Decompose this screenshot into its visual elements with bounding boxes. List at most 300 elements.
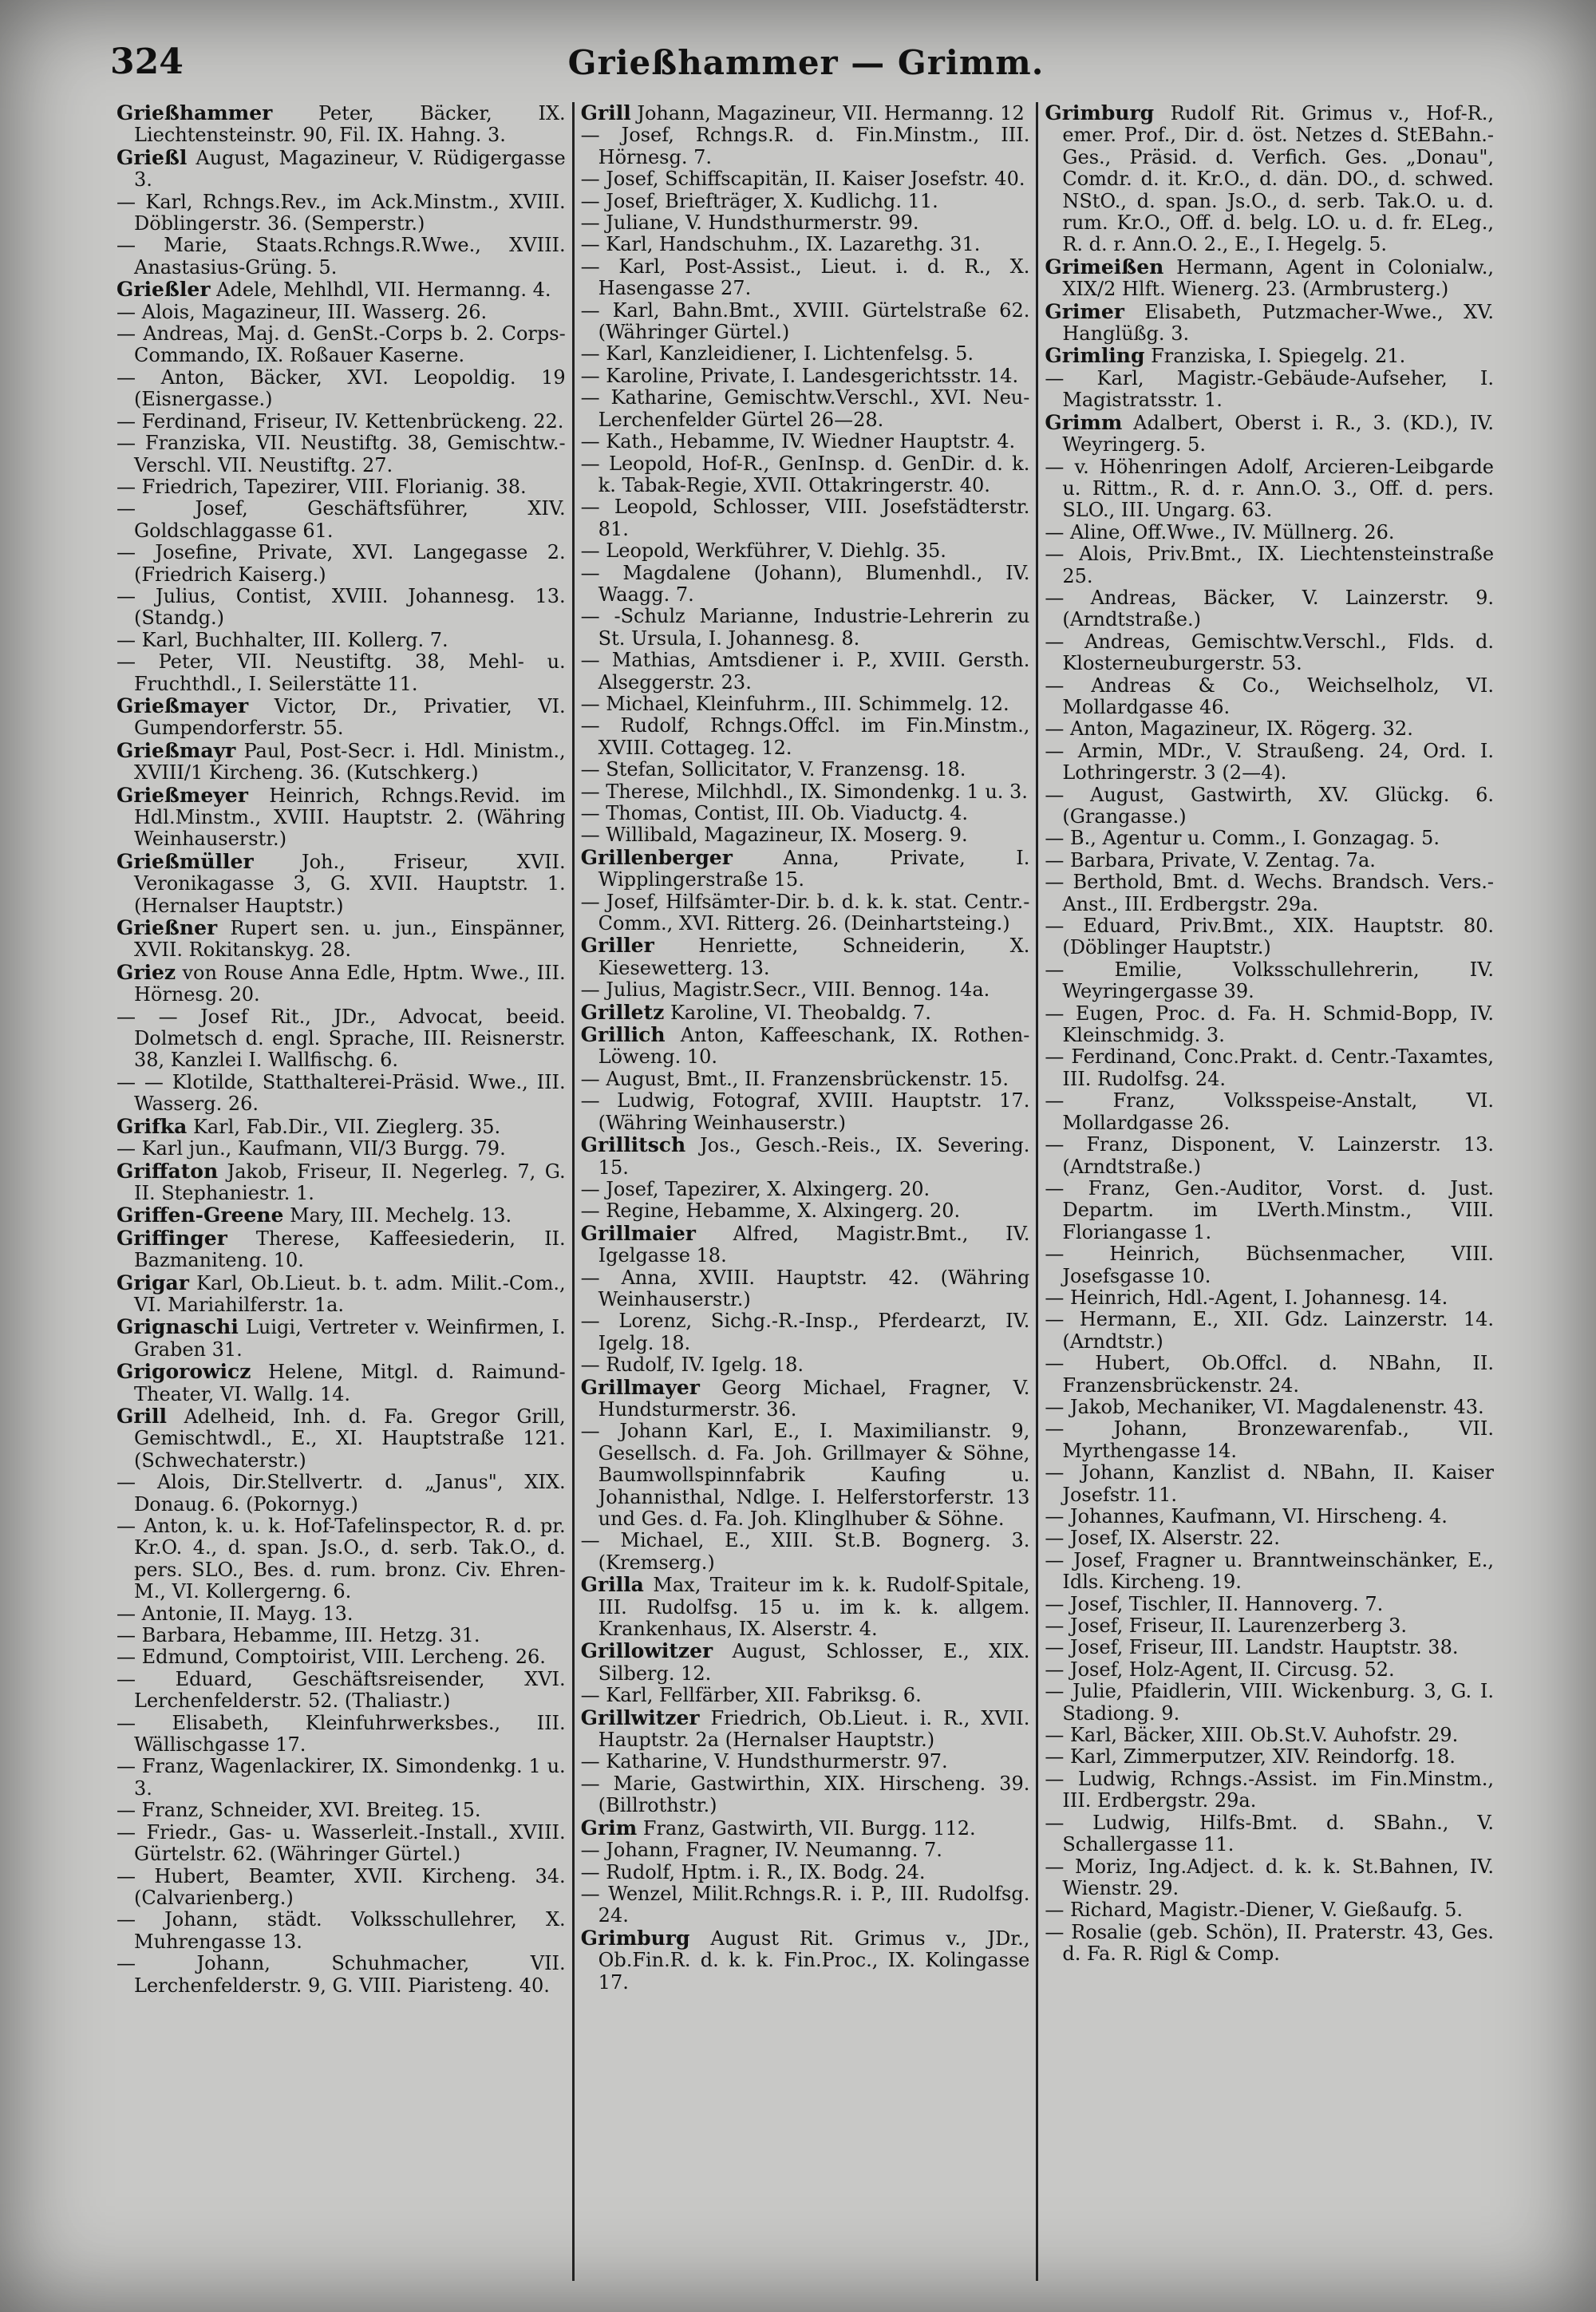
entry-surname: Grimm xyxy=(1045,410,1123,434)
entry-text: — Leopold, Schlosser, VIII. Josefstädterstr. 81. xyxy=(580,496,1030,540)
entry-text: Therese, Kaffeesiederin, II. Bazmaniteng. 10. xyxy=(134,1227,566,1272)
directory-entry xyxy=(1045,587,1494,631)
entry-text: — Friedrich, Tapezirer, VIII. Florianig. 38. xyxy=(117,475,527,498)
entry-text: Joh., Friseur, XVII. Veronikagasse 3, G. XVII. Hauptstr. 1. (Hernalser Hauptstr.) xyxy=(134,850,566,917)
directory-entry xyxy=(581,1090,1030,1134)
entry-text: — Barbara, Hebamme, III. Hetzg. 31. xyxy=(117,1624,480,1647)
entry-text: — Karl, Fellfärber, XII. Fabriksg. 6. xyxy=(580,1684,922,1707)
directory-entry xyxy=(117,651,566,695)
entry-text: — Kath., Hebamme, IV. Wiedner Hauptstr. 4. xyxy=(580,430,1016,453)
entry-text: — Eduard, Geschäftsreisender, XVI. Lerchenfelderstr. 52. (Thaliastr.) xyxy=(117,1667,566,1713)
entry-surname: Grießmayer xyxy=(117,694,249,717)
entry-text: August Rit. Grimus v., JDr., Ob.Fin.R. d. k. k. Fin.Proc., IX. Kolingasse 17. xyxy=(598,1927,1030,1994)
entry-surname: Grimer xyxy=(1045,299,1124,323)
directory-entry xyxy=(117,917,566,962)
entry-surname: Griller xyxy=(580,934,654,958)
directory-entry xyxy=(581,694,1030,715)
entry-text: Franziska, I. Spiegelg. 21. xyxy=(1151,345,1406,368)
entry-text: — Peter, VII. Neustiftg. 38, Mehl- u. Fruchthdl., I. Seilerstätte 11. xyxy=(117,650,566,695)
entry-text: — Franziska, VII. Neustiftg. 38, Gemischtw.-Verschl. VII. Neustiftg. 27. xyxy=(117,432,566,476)
entry-text: — Johann, Kanzlist d. NBahn, II. Kaiser Josefstr. 11. xyxy=(1045,1461,1495,1506)
directory-entry xyxy=(581,979,1030,1001)
entry-surname: Grilla xyxy=(580,1573,644,1597)
entry-text: — Rosalie (geb. Schön), II. Praterstr. 43, Ges. d. Fa. R. Rigl & Comp. xyxy=(1045,1920,1495,1966)
directory-entry xyxy=(581,1179,1030,1200)
directory-entry xyxy=(1045,412,1494,456)
directory-entry xyxy=(581,1377,1030,1421)
directory-entry xyxy=(581,606,1030,650)
entry-text: — Andreas, Maj. d. GenSt.-Corps b. 2. Corps-Commando, IX. Roßauer Kaserne. xyxy=(117,322,566,367)
directory-entry xyxy=(581,366,1030,387)
directory-entry xyxy=(1045,1353,1494,1397)
directory-entry xyxy=(581,803,1030,824)
directory-entry xyxy=(1045,631,1494,675)
directory-entry xyxy=(1045,102,1494,256)
directory-entry xyxy=(581,1223,1030,1267)
entry-text: Elisabeth, Putzmacher-Wwe., XV. Hanglüßg. 3. xyxy=(1062,300,1495,346)
entry-text: Rudolf Rit. Grimus v., Hof-R., emer. Prof., Dir. d. öst. Netzes d. StEBahn.-Ges., Präsid. d. Verfich. Ges. „Donau", Comdr. d. it. Kr.O., d. dän. DO., d. schwed. NStO., d. span. Js.O., d. serb. Tak.O. u. d. rum. Kr.O., Off. d. belg. LO. u. d. fr. ELeg., R. d. r. Ann.O. 2., E., I. Hegelg. 5. xyxy=(1062,102,1495,256)
directory-entry xyxy=(117,1909,566,1953)
directory-entry xyxy=(117,1625,566,1646)
entry-text: — Katharine, V. Hundsthurmerstr. 97. xyxy=(580,1750,948,1773)
directory-entry xyxy=(581,1640,1030,1685)
directory-entry xyxy=(117,1072,566,1116)
entry-text: Adele, Mehlhdl, VII. Hermanng. 4. xyxy=(216,279,551,302)
entry-text: — Hubert, Beamter, XVII. Kircheng. 34. (Calvarienberg.) xyxy=(117,1864,566,1909)
directory-entry xyxy=(1045,301,1494,346)
directory-entry xyxy=(1045,1178,1494,1243)
entry-text: — Josef, Hilfsämter-Dir. b. d. k. k. stat. Centr.-Comm., XVI. Ritterg. 26. (Deinhartsteing.) xyxy=(580,890,1030,935)
directory-entry xyxy=(117,1822,566,1866)
entry-text: — Johann Karl, E., I. Maximilianstr. 9, Gesellsch. d. Fa. Joh. Grillmayer & Söhne, Baumwollspinnfabrik Kaufing u. Johannisthal, Ndlge. I. Helferstorferstr. 13 und Ges. d. Fa. Joh. Klinglhuber & Söhne. xyxy=(580,1420,1030,1530)
columns-container xyxy=(110,102,1500,2281)
entry-text: — Elisabeth, Kleinfuhrwerksbes., III. Wällischgasse 17. xyxy=(117,1711,566,1757)
directory-entry xyxy=(581,563,1030,607)
entry-text: — Heinrich, Büchsenmacher, VIII. Josefsgasse 10. xyxy=(1045,1243,1495,1287)
directory-entry xyxy=(1045,1659,1494,1681)
directory-entry xyxy=(1045,345,1494,367)
entry-text: — Therese, Milchhdl., IX. Simondenkg. 1 u. 3. xyxy=(580,780,1028,803)
entry-surname: Grimburg xyxy=(1045,102,1155,124)
entry-text: — Andreas, Gemischtw.Verschl., Flds. d. Klosterneuburgerstr. 53. xyxy=(1045,630,1495,675)
directory-entry xyxy=(1045,915,1494,959)
directory-entry xyxy=(581,759,1030,781)
directory-entry xyxy=(1045,1003,1494,1047)
directory-entry xyxy=(117,1316,566,1361)
entry-text: — Josef, Geschäftsführer, XIV. Goldschlaggasse 61. xyxy=(117,497,566,542)
entry-surname: Grifka xyxy=(117,1114,188,1138)
entry-text: — August, Bmt., II. Franzensbrückenstr. 15. xyxy=(580,1067,1009,1090)
entry-surname: Grilletz xyxy=(580,1000,665,1024)
directory-entry xyxy=(1045,1746,1494,1768)
entry-text: August, Schlosser, E., XIX. Silberg. 12. xyxy=(598,1640,1030,1685)
page-number: 324 xyxy=(110,41,184,82)
entry-text: — Heinrich, Hdl.-Agent, I. Johannesg. 14. xyxy=(1045,1286,1448,1309)
entry-text: — Stefan, Sollicitator, V. Franzensg. 18. xyxy=(580,758,966,781)
directory-entry xyxy=(117,302,566,323)
entry-text: — Leopold, Werkführer, V. Diehlg. 35. xyxy=(580,539,946,563)
entry-surname: Griffaton xyxy=(117,1159,219,1183)
entry-text: — Karl, Post-Assist., Lieut. i. d. R., X. Hasengasse 27. xyxy=(580,255,1030,300)
column-2 xyxy=(572,102,1037,2281)
entry-text: — — Klotilde, Statthalterei-Präsid. Wwe., III. Wasserg. 26. xyxy=(117,1070,566,1116)
entry-text: — Juliane, V. Hundsthurmerstr. 99. xyxy=(580,211,919,235)
directory-entry xyxy=(1045,456,1494,522)
entry-text: — B., Agentur u. Comm., I. Gonzagag. 5. xyxy=(1045,827,1440,850)
entry-text: — Ludwig, Hilfs-Bmt. d. SBahn., V. Schallergasse 11. xyxy=(1045,1811,1495,1856)
entry-text: — Thomas, Contist, III. Ob. Viaductg. 4. xyxy=(580,802,968,824)
directory-entry xyxy=(117,1405,566,1472)
entry-surname: Grillmaier xyxy=(580,1221,696,1245)
directory-entry xyxy=(581,102,1030,124)
directory-entry xyxy=(117,147,566,192)
directory-entry xyxy=(1045,828,1494,849)
entry-text: Karl, Fab.Dir., VII. Zieglerg. 35. xyxy=(192,1115,501,1138)
entry-text: Franz, Gastwirth, VII. Burgg. 112. xyxy=(642,1816,976,1840)
entry-text: — Julie, Pfaidlerin, VIII. Wickenburg. 3, G. I. Stadiong. 9. xyxy=(1045,1680,1495,1725)
entry-text: Helene, Mitgl. d. Raimund-Theater, VI. Wallg. 14. xyxy=(134,1361,566,1405)
entry-text: Anton, Kaffeeschank, IX. Rothen-Löweng. 10. xyxy=(598,1024,1030,1069)
entry-text: — -Schulz Marianne, Industrie-Lehrerin zu St. Ursula, I. Johannesg. 8. xyxy=(580,605,1030,650)
directory-entry xyxy=(581,1002,1030,1024)
entry-text: — Karl, Magistr.-Gebäude-Aufseher, I. Magistratsstr. 1. xyxy=(1045,366,1495,412)
entry-text: Jakob, Friseur, II. Negerleg. 7, G. II. Stephaniestr. 1. xyxy=(134,1160,566,1204)
entry-text: Johann, Magazineur, VII. Hermanng. 12 xyxy=(637,102,1025,124)
directory-entry xyxy=(581,1310,1030,1354)
entry-text: Adalbert, Oberst i. R., 3. (KD.), IV. Weyringerg. 5. xyxy=(1062,411,1494,456)
directory-entry xyxy=(581,343,1030,365)
directory-entry xyxy=(581,1267,1030,1311)
directory-entry xyxy=(117,1006,566,1072)
entry-text: — Ludwig, Rchngs.-Assist. im Fin.Minstm., III. Erdbergstr. 29a. xyxy=(1045,1767,1495,1812)
directory-entry xyxy=(581,847,1030,891)
column-3 xyxy=(1036,102,1500,2281)
directory-entry xyxy=(1045,784,1494,828)
entry-surname: Grießl xyxy=(117,145,188,169)
entry-text: — Johann, Bronzewarenfab., VII. Myrthengasse 14. xyxy=(1045,1417,1495,1462)
entry-text: — Franz, Schneider, XVI. Breiteg. 15. xyxy=(117,1799,481,1822)
entry-text: — Karl, Kanzleidiener, I. Lichtenfelsg. 5. xyxy=(580,342,974,366)
entry-text: Henriette, Schneiderin, X. Kiesewetterg. 13. xyxy=(598,935,1030,979)
directory-entry xyxy=(581,496,1030,540)
entry-text: Paul, Post-Secr. i. Hdl. Ministm., XVIII/1 Kircheng. 36. (Kutschkerg.) xyxy=(134,739,566,784)
directory-entry xyxy=(117,102,566,147)
entry-surname: Grimburg xyxy=(580,1926,690,1950)
entry-text: — Josef, Fragner u. Branntweinschänker, E., Idls. Kircheng. 19. xyxy=(1045,1548,1495,1594)
directory-entry xyxy=(581,1927,1030,1994)
directory-entry xyxy=(117,1713,566,1757)
directory-entry xyxy=(581,453,1030,497)
entry-text: — Anton, Magazineur, IX. Rögerg. 32. xyxy=(1045,717,1413,741)
directory-entry xyxy=(581,1751,1030,1773)
entry-surname: Grießmayr xyxy=(117,738,236,762)
entry-text: — Josef, Briefträger, X. Kudlichg. 11. xyxy=(580,189,938,212)
entry-text: — Alois, Magazineur, III. Wasserg. 26. xyxy=(117,300,488,323)
directory-entry xyxy=(117,279,566,301)
entry-text: — Johann, Schuhmacher, VII. Lerchenfelderstr. 9, G. VIII. Piaristeng. 40. xyxy=(117,1952,566,1997)
directory-entry xyxy=(581,431,1030,453)
directory-entry xyxy=(117,586,566,630)
entry-text: — Anton, Bäcker, XVI. Leopoldig. 19 (Eisnergasse.) xyxy=(117,366,566,411)
entry-text: — Ferdinand, Friseur, IV. Kettenbrückeng. 22. xyxy=(117,409,564,433)
directory-entry xyxy=(1045,1134,1494,1178)
entry-text: — Wenzel, Milit.Rchngs.R. i. P., III. Rudolfsg. 24. xyxy=(580,1882,1030,1927)
directory-entry xyxy=(1045,1528,1494,1549)
entry-text: Alfred, Magistr.Bmt., IV. Igelgasse 18. xyxy=(598,1222,1030,1267)
entry-text: — Hubert, Ob.Offcl. d. NBahn, II. Franzensbrückenstr. 24. xyxy=(1045,1352,1495,1397)
directory-entry xyxy=(1045,675,1494,719)
directory-entry xyxy=(1045,1725,1494,1746)
entry-text: — Michael, Kleinfuhrm., III. Schimmelg. 12. xyxy=(580,692,1009,715)
directory-entry xyxy=(581,124,1030,168)
directory-entry xyxy=(1045,959,1494,1003)
directory-entry xyxy=(117,498,566,542)
entry-text: — Lorenz, Sichg.-R.-Insp., Pferdearzt, IV. Igelg. 18. xyxy=(580,1310,1030,1354)
directory-entry xyxy=(1045,256,1494,301)
entry-text: — Franz, Wagenlackirer, IX. Simondenkg. 1 u. 3. xyxy=(117,1755,566,1800)
directory-entry xyxy=(1045,1899,1494,1921)
entry-text: — Johann, Fragner, IV. Neumanng. 7. xyxy=(580,1839,942,1862)
directory-entry xyxy=(117,695,566,740)
entry-surname: Grillitsch xyxy=(580,1133,686,1157)
directory-entry xyxy=(117,323,566,367)
entry-text: — Karl, Handschuhm., IX. Lazarethg. 31. xyxy=(580,233,981,256)
directory-entry xyxy=(1045,741,1494,784)
directory-entry xyxy=(581,168,1030,190)
entry-text: — Barbara, Private, V. Zentag. 7a. xyxy=(1045,848,1376,871)
entry-text: Heinrich, Rchngs.Revid. im Hdl.Minstm., XVIII. Hauptstr. 2. (Währing Weinhauserstr.) xyxy=(134,784,566,851)
entry-surname: Grigorowicz xyxy=(117,1360,251,1384)
entry-text: — Franz, Disponent, V. Lainzerstr. 13. (Arndtstraße.) xyxy=(1045,1133,1495,1178)
directory-entry xyxy=(1045,1681,1494,1725)
running-head xyxy=(104,41,1508,97)
entry-text: Friedrich, Ob.Lieut. i. R., XVII. Hauptstr. 2a (Hernalser Hauptstr.) xyxy=(598,1706,1030,1752)
directory-entry xyxy=(581,1883,1030,1927)
entry-surname: Grießler xyxy=(117,278,211,302)
directory-entry xyxy=(581,1421,1030,1530)
entry-text: — Ferdinand, Conc.Prakt. d. Centr.-Taxamtes, III. Rudolfsg. 24. xyxy=(1045,1045,1495,1090)
entry-text: — Magdalene (Johann), Blumenhdl., IV. Waagg. 7. xyxy=(580,561,1030,606)
directory-entry xyxy=(581,824,1030,846)
directory-entry xyxy=(581,1707,1030,1752)
entry-text: — Josef, Rchngs.R. d. Fin.Minstm., III. Hörnesg. 7. xyxy=(580,124,1030,168)
directory-entry xyxy=(581,1773,1030,1817)
entry-text: Mary, III. Mechelg. 13. xyxy=(290,1204,512,1227)
entry-text: — Julius, Magistr.Secr., VIII. Bennog. 14a. xyxy=(580,978,990,1002)
directory-entry xyxy=(1045,543,1494,587)
column-1 xyxy=(110,102,572,2281)
directory-entry xyxy=(581,891,1030,935)
entry-surname: Griffinger xyxy=(117,1226,227,1250)
directory-entry xyxy=(1045,1309,1494,1353)
directory-entry xyxy=(117,740,566,784)
entry-text: — Anton, k. u. k. Hof-Tafelinspector, R. d. pr. Kr.O. 4., d. span. Js.O., d. serb. Tak.O., d. pers. SLO., Bes. d. rum. bronz. Civ. Ehren-M., VI. Kollergerng. 6. xyxy=(117,1515,566,1603)
entry-text: Adelheid, Inh. d. Fa. Gregor Grill, Gemischtwdl., E., XI. Hauptstraße 121. (Schwechaterstr.) xyxy=(134,1405,566,1472)
entry-text: — Edmund, Comptoirist, VIII. Lercheng. 26. xyxy=(117,1646,546,1669)
entry-text: — Katharine, Gemischtw.Verschl., XVI. Neu-Lerchenfelder Gürtel 26—28. xyxy=(580,386,1030,431)
entry-surname: Grießmüller xyxy=(117,849,254,873)
entry-text: — Eugen, Proc. d. Fa. H. Schmid-Bopp, IV. Kleinschmidg. 3. xyxy=(1045,1002,1495,1047)
entry-text: — August, Gastwirth, XV. Glückg. 6. (Grangasse.) xyxy=(1045,783,1495,828)
entry-text: — Regine, Hebamme, X. Alxingerg. 20. xyxy=(580,1199,961,1223)
entry-text: — Willibald, Magazineur, IX. Moserg. 9. xyxy=(580,824,968,847)
directory-entry xyxy=(117,542,566,586)
directory-entry xyxy=(581,715,1030,759)
entry-text: — Josef, Schiffscapitän, II. Kaiser Josefstr. 40. xyxy=(580,168,1025,191)
directory-entry xyxy=(1045,1090,1494,1134)
entry-text: — Karl, Zimmerputzer, XIV. Reindorfg. 18. xyxy=(1045,1745,1456,1769)
directory-entry xyxy=(581,650,1030,694)
entry-text: — Karl, Buchhalter, III. Kollerg. 7. xyxy=(117,628,448,651)
entry-text: Georg Michael, Fragner, V. Hundsturmerstr. 36. xyxy=(598,1376,1030,1421)
entry-text: — Michael, E., XIII. St.B. Bognerg. 3. (Kremserg.) xyxy=(580,1529,1030,1574)
entry-text: — Josef, Holz-Agent, II. Circusg. 52. xyxy=(1045,1658,1395,1681)
entry-text: Karoline, VI. Theobaldg. 7. xyxy=(670,1001,931,1024)
entry-surname: Grill xyxy=(117,1404,168,1428)
directory-entry xyxy=(117,1204,566,1227)
directory-entry xyxy=(581,1840,1030,1861)
directory-entry xyxy=(1045,1243,1494,1287)
entry-text: Victor, Dr., Privatier, VI. Gumpendorferstr. 55. xyxy=(134,694,566,740)
directory-entry xyxy=(1045,1615,1494,1637)
directory-entry xyxy=(581,1817,1030,1840)
entry-text: — Berthold, Bmt. d. Wechs. Brandsch. Vers.-Anst., III. Erdbergstr. 29a. xyxy=(1045,871,1495,915)
entry-surname: Grignaschi xyxy=(117,1315,239,1339)
directory-entry xyxy=(1045,1397,1494,1418)
directory-entry xyxy=(117,1516,566,1603)
directory-entry xyxy=(581,234,1030,255)
directory-entry xyxy=(581,1530,1030,1574)
directory-entry xyxy=(581,1862,1030,1883)
directory-entry xyxy=(1045,522,1494,543)
entry-surname: Griez xyxy=(117,960,176,984)
entry-surname: Grießmeyer xyxy=(117,783,248,807)
directory-entry xyxy=(581,300,1030,344)
directory-entry xyxy=(117,630,566,651)
directory-entry xyxy=(581,1685,1030,1706)
entry-text: — Johannes, Kaufmann, VI. Hirscheng. 4. xyxy=(1045,1505,1448,1528)
directory-entry xyxy=(1045,1769,1494,1812)
entry-text: — Ludwig, Fotograf, XVIII. Hauptstr. 17. (Währing Weinhauserstr.) xyxy=(580,1089,1030,1134)
entry-surname: Grillmayer xyxy=(580,1375,700,1399)
entry-surname: Grill xyxy=(580,102,631,124)
entry-text: — Andreas, Bäcker, V. Lainzerstr. 9. (Arndtstraße.) xyxy=(1045,586,1495,631)
entry-text: — v. Höhenringen Adolf, Arcieren-Leibgarde u. Rittm., R. d. r. Ann.O. 3., Off. d. pers. SLO., III. Ungarg. 63. xyxy=(1045,455,1495,522)
directory-entry xyxy=(581,1024,1030,1069)
entry-text: — Rudolf, Hptm. i. R., IX. Bodg. 24. xyxy=(580,1860,926,1883)
entry-surname: Griffen-Greene xyxy=(117,1203,284,1227)
directory-entry xyxy=(117,1138,566,1160)
entry-text: Karl, Ob.Lieut. b. t. adm. Milit.-Com., VI. Mariahilferstr. 1a. xyxy=(134,1271,566,1316)
directory-entry xyxy=(1045,718,1494,740)
entry-text: — Leopold, Hof-R., GenInsp. d. GenDir. d. k. k. Tabak-Regie, XVII. Ottakringerstr. 40. xyxy=(580,452,1030,496)
entry-text: — Karl, Rchngs.Rev., im Ack.Minstm., XVIII. Döblingerstr. 36. (Semperstr.) xyxy=(117,190,566,235)
entry-text: Hermann, Agent in Colonialw., XIX/2 Hlft. Wienerg. 23. (Armbrusterg.) xyxy=(1062,255,1495,301)
entry-text: Max, Traiteur im k. k. Rudolf-Spitale, III. Rudolfsg. 15 u. im k. k. allgem. Krankenhaus, IX. Alserstr. 4. xyxy=(598,1574,1030,1641)
entry-text: — Moriz, Ing.Adject. d. k. k. St.Bahnen, IV. Wienstr. 29. xyxy=(1045,1855,1495,1899)
entry-text: — Andreas & Co., Weichselholz, VI. Mollardgasse 46. xyxy=(1045,674,1495,718)
entry-text: — Marie, Staats.Rchngs.R.Wwe., XVIII. Anastasius-Grüng. 5. xyxy=(117,234,566,279)
directory-entry xyxy=(581,1200,1030,1222)
entry-text: — Franz, Gen.-Auditor, Vorst. d. Just. Departm. im LVerth.Minstm., VIII. Floriangasse 1. xyxy=(1045,1176,1495,1243)
entry-surname: Grim xyxy=(580,1816,638,1840)
entry-surname: Grillenberger xyxy=(580,845,733,869)
entry-text: — Emilie, Volksschullehrerin, IV. Weyringergasse 39. xyxy=(1045,958,1495,1003)
entry-surname: Grimling xyxy=(1045,344,1145,368)
entry-surname: Grillowitzer xyxy=(580,1639,713,1663)
entry-text: — Richard, Magistr.-Diener, V. Gießaufg. 5. xyxy=(1045,1899,1463,1922)
entry-text: — Karl jun., Kaufmann, VII/3 Burgg. 79. xyxy=(117,1137,506,1160)
entry-text: — Rudolf, IV. Igelg. 18. xyxy=(580,1354,804,1377)
entry-surname: Grießner xyxy=(117,916,218,940)
directory-entry xyxy=(117,1361,566,1405)
entry-text: — Karl, Bahn.Bmt., XVIII. Gürtelstraße 62. (Währinger Gürtel.) xyxy=(580,298,1030,344)
directory-entry xyxy=(581,1134,1030,1179)
directory-entry xyxy=(581,256,1030,300)
directory-entry xyxy=(117,411,566,433)
entry-text: — Josefine, Private, XVI. Langegasse 2. (Friedrich Kaiserg.) xyxy=(117,541,566,586)
entry-surname: Grießhammer xyxy=(117,102,273,124)
directory-entry xyxy=(1045,1637,1494,1658)
directory-entry xyxy=(117,1800,566,1821)
directory-entry xyxy=(117,192,566,235)
directory-entry xyxy=(581,1354,1030,1376)
directory-entry xyxy=(1045,1287,1494,1309)
directory-entry xyxy=(1045,1812,1494,1856)
entry-surname: Grimeißen xyxy=(1045,255,1164,279)
directory-entry xyxy=(117,1646,566,1668)
entry-text: — Josef, Tapezirer, X. Alxingerg. 20. xyxy=(580,1177,930,1200)
entry-text: — Alois, Priv.Bmt., IX. Liechtensteinstraße 25. xyxy=(1045,543,1495,587)
entry-text: — — Josef Rit., JDr., Advocat, beeid. Dolmetsch d. engl. Sprache, III. Reisnerstr. 38, Kanzlei I. Wallfischg. 6. xyxy=(117,1005,566,1072)
directory-entry xyxy=(581,387,1030,431)
directory-entry xyxy=(117,962,566,1006)
directory-entry xyxy=(117,1866,566,1910)
directory-entry xyxy=(117,235,566,279)
entry-text: — Marie, Gastwirthin, XIX. Hirscheng. 39. (Billrothstr.) xyxy=(580,1772,1030,1817)
directory-entry xyxy=(1045,1922,1494,1966)
directory-entry xyxy=(1045,1506,1494,1528)
directory-entry xyxy=(1045,1550,1494,1594)
directory-entry xyxy=(117,1953,566,1997)
directory-entry xyxy=(581,781,1030,803)
entry-text: — Friedr., Gas- u. Wasserleit.-Install., XVIII. Gürtelstr. 62. (Währinger Gürtel.) xyxy=(117,1820,566,1866)
directory-entry xyxy=(117,784,566,851)
entry-text: — Eduard, Priv.Bmt., XIX. Hauptstr. 80. (Döblinger Hauptstr.) xyxy=(1045,915,1495,959)
directory-entry xyxy=(1045,850,1494,871)
directory-entry xyxy=(581,212,1030,234)
entry-text: — Rudolf, Rchngs.Offcl. im Fin.Minstm., XVIII. Cottageg. 12. xyxy=(580,714,1030,759)
directory-entry xyxy=(117,367,566,411)
entry-text: — Karl, Bäcker, XIII. Ob.St.V. Auhofstr. 29. xyxy=(1045,1724,1459,1747)
entry-text: — Josef, Friseur, II. Laurenzerberg 3. xyxy=(1045,1614,1408,1638)
directory-entry xyxy=(581,1574,1030,1640)
entry-text: — Anna, XVIII. Hauptstr. 42. (Währing Weinhauserstr.) xyxy=(580,1266,1030,1310)
directory-entry xyxy=(581,191,1030,212)
entry-text: — Aline, Off.Wwe., IV. Müllnerg. 26. xyxy=(1045,520,1395,543)
entry-text: — Hermann, E., XII. Gdz. Lainzerstr. 14. (Arndtstr.) xyxy=(1045,1308,1495,1353)
entry-text: — Josef, Tischler, II. Hannoverg. 7. xyxy=(1045,1592,1384,1615)
entry-text: — Mathias, Amtsdiener i. P., XVIII. Gersth. Alseggerstr. 23. xyxy=(580,649,1030,694)
entry-text: August, Magazineur, V. Rüdigergasse 3. xyxy=(134,146,566,192)
directory-entry xyxy=(117,1603,566,1625)
entry-text: — Karoline, Private, I. Landesgerichtsstr. 14. xyxy=(580,364,1019,387)
entry-text: — Julius, Contist, XVIII. Johannesg. 13. (Standg.) xyxy=(117,584,566,630)
directory-entry xyxy=(1045,368,1494,412)
directory-entry xyxy=(1045,1462,1494,1506)
directory-entry xyxy=(117,1272,566,1317)
entry-text: — Franz, Volksspeise-Anstalt, VI. Mollardgasse 26. xyxy=(1045,1089,1495,1134)
